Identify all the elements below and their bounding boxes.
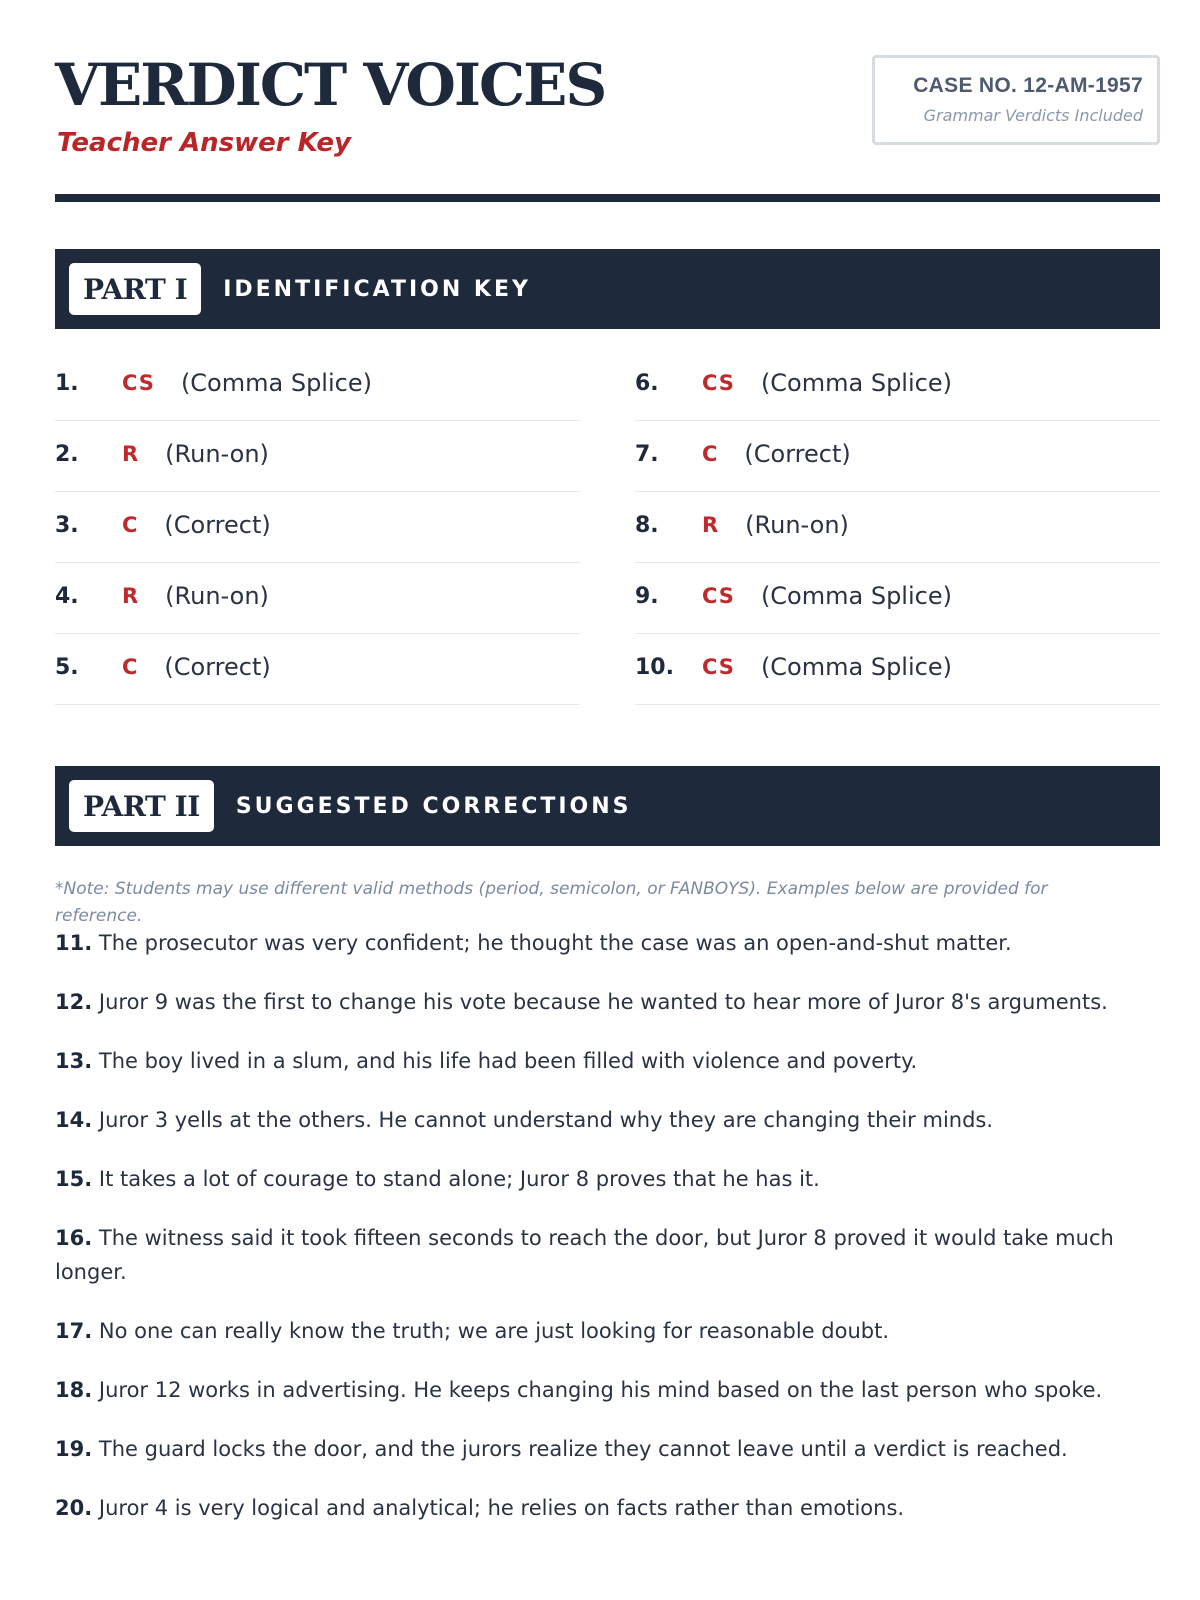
- answer-label: (Comma Splice): [180, 369, 372, 397]
- correction-item: [55, 1044, 1145, 1078]
- correction-item: [55, 1314, 1145, 1348]
- answer-number: 10.: [635, 654, 674, 680]
- correction-text: The guard locks the door, and the jurors realize they cannot leave until a verdict is reached.: [98, 1437, 1068, 1461]
- part1-title: IDENTIFICATION KEY: [223, 276, 531, 302]
- part1-badge: PART I: [69, 263, 201, 315]
- correction-item: [55, 1373, 1145, 1407]
- answer-code: C: [122, 513, 139, 537]
- answer-label: (Comma Splice): [760, 653, 952, 681]
- identification-column-right: [635, 350, 1160, 705]
- answer-number: 7.: [635, 441, 659, 467]
- answer-number: 1.: [55, 370, 79, 396]
- correction-text: It takes a lot of courage to stand alone; Juror 8 proves that he has it.: [98, 1167, 820, 1191]
- correction-number: 20.: [55, 1496, 93, 1520]
- part2-header-bar: [55, 766, 1160, 846]
- answer-number: 6.: [635, 370, 659, 396]
- correction-number: 17.: [55, 1319, 93, 1343]
- corrections-note: *Note: Students may use different valid methods (period, semicolon, or FANBOYS). Examples below are provided for reference.: [55, 879, 1048, 926]
- answer-label: (Correct): [744, 440, 851, 468]
- corrections-list: [55, 926, 1145, 1550]
- answer-number: 8.: [635, 512, 659, 538]
- answer-label: (Run-on): [165, 440, 269, 468]
- correction-number: 11.: [55, 931, 93, 955]
- answer-row: [55, 492, 580, 563]
- answer-row: [55, 421, 580, 492]
- answer-row: [635, 350, 1160, 421]
- correction-number: 12.: [55, 990, 93, 1014]
- answer-number: 4.: [55, 583, 79, 609]
- correction-number: 16.: [55, 1226, 93, 1250]
- part2-title: SUGGESTED CORRECTIONS: [235, 793, 632, 819]
- answer-row: [635, 634, 1160, 705]
- answer-number: 3.: [55, 512, 79, 538]
- answer-row: [635, 492, 1160, 563]
- correction-text: Juror 4 is very logical and analytical; he relies on facts rather than emotions.: [98, 1496, 905, 1520]
- answer-code: R: [702, 513, 720, 537]
- answer-code: CS: [122, 371, 155, 395]
- answer-label: (Run-on): [745, 511, 849, 539]
- answer-label: (Comma Splice): [760, 369, 952, 397]
- case-number: CASE NO. 12-AM-1957: [913, 74, 1143, 97]
- correction-text: No one can really know the truth; we are just looking for reasonable doubt.: [98, 1319, 889, 1343]
- answer-row: [635, 421, 1160, 492]
- answer-code: CS: [702, 371, 735, 395]
- answer-code: CS: [702, 655, 735, 679]
- part2-badge: PART II: [69, 780, 214, 832]
- answer-row: [55, 563, 580, 634]
- answer-number: 2.: [55, 441, 79, 467]
- correction-text: Juror 9 was the first to change his vote because he wanted to hear more of Juror 8's arguments.: [98, 990, 1108, 1014]
- correction-text: Juror 12 works in advertising. He keeps changing his mind based on the last person who spoke.: [98, 1378, 1103, 1402]
- answer-code: CS: [702, 584, 735, 608]
- answer-code: C: [122, 655, 139, 679]
- correction-number: 13.: [55, 1049, 93, 1073]
- correction-text: The witness said it took fifteen seconds to reach the door, but Juror 8 proved it would take much longer.: [55, 1226, 1114, 1284]
- correction-text: The boy lived in a slum, and his life had been filled with violence and poverty.: [98, 1049, 918, 1073]
- correction-item: [55, 1162, 1145, 1196]
- answer-number: 5.: [55, 654, 79, 680]
- answer-row: [635, 563, 1160, 634]
- correction-number: 14.: [55, 1108, 93, 1132]
- page-header: [55, 0, 1160, 202]
- answer-code: R: [122, 584, 140, 608]
- correction-item: [55, 1432, 1145, 1466]
- case-note: Grammar Verdicts Included: [923, 106, 1143, 125]
- correction-item: [55, 926, 1145, 960]
- header-divider: [55, 194, 1160, 202]
- page-subtitle: Teacher Answer Key: [57, 128, 351, 158]
- correction-text: Juror 3 yells at the others. He cannot understand why they are changing their minds.: [98, 1108, 994, 1132]
- answer-row: [55, 634, 580, 705]
- answer-code: R: [122, 442, 140, 466]
- answer-row: [55, 350, 580, 421]
- case-number-box: [872, 55, 1160, 145]
- answer-code: C: [702, 442, 719, 466]
- answer-label: (Correct): [164, 511, 271, 539]
- correction-item: [55, 1221, 1145, 1289]
- correction-item: [55, 1103, 1145, 1137]
- correction-number: 18.: [55, 1378, 93, 1402]
- correction-item: [55, 985, 1145, 1019]
- identification-column-left: [55, 350, 580, 705]
- answer-number: 9.: [635, 583, 659, 609]
- correction-number: 15.: [55, 1167, 93, 1191]
- correction-number: 19.: [55, 1437, 93, 1461]
- page-title: VERDICT VOICES: [55, 51, 606, 119]
- correction-text: The prosecutor was very confident; he thought the case was an open-and-shut matter.: [98, 931, 1012, 955]
- answer-label: (Correct): [164, 653, 271, 681]
- answer-label: (Run-on): [165, 582, 269, 610]
- answer-key-page: [55, 0, 1160, 1520]
- answer-label: (Comma Splice): [760, 582, 952, 610]
- part1-header-bar: [55, 249, 1160, 329]
- correction-item: [55, 1491, 1145, 1525]
